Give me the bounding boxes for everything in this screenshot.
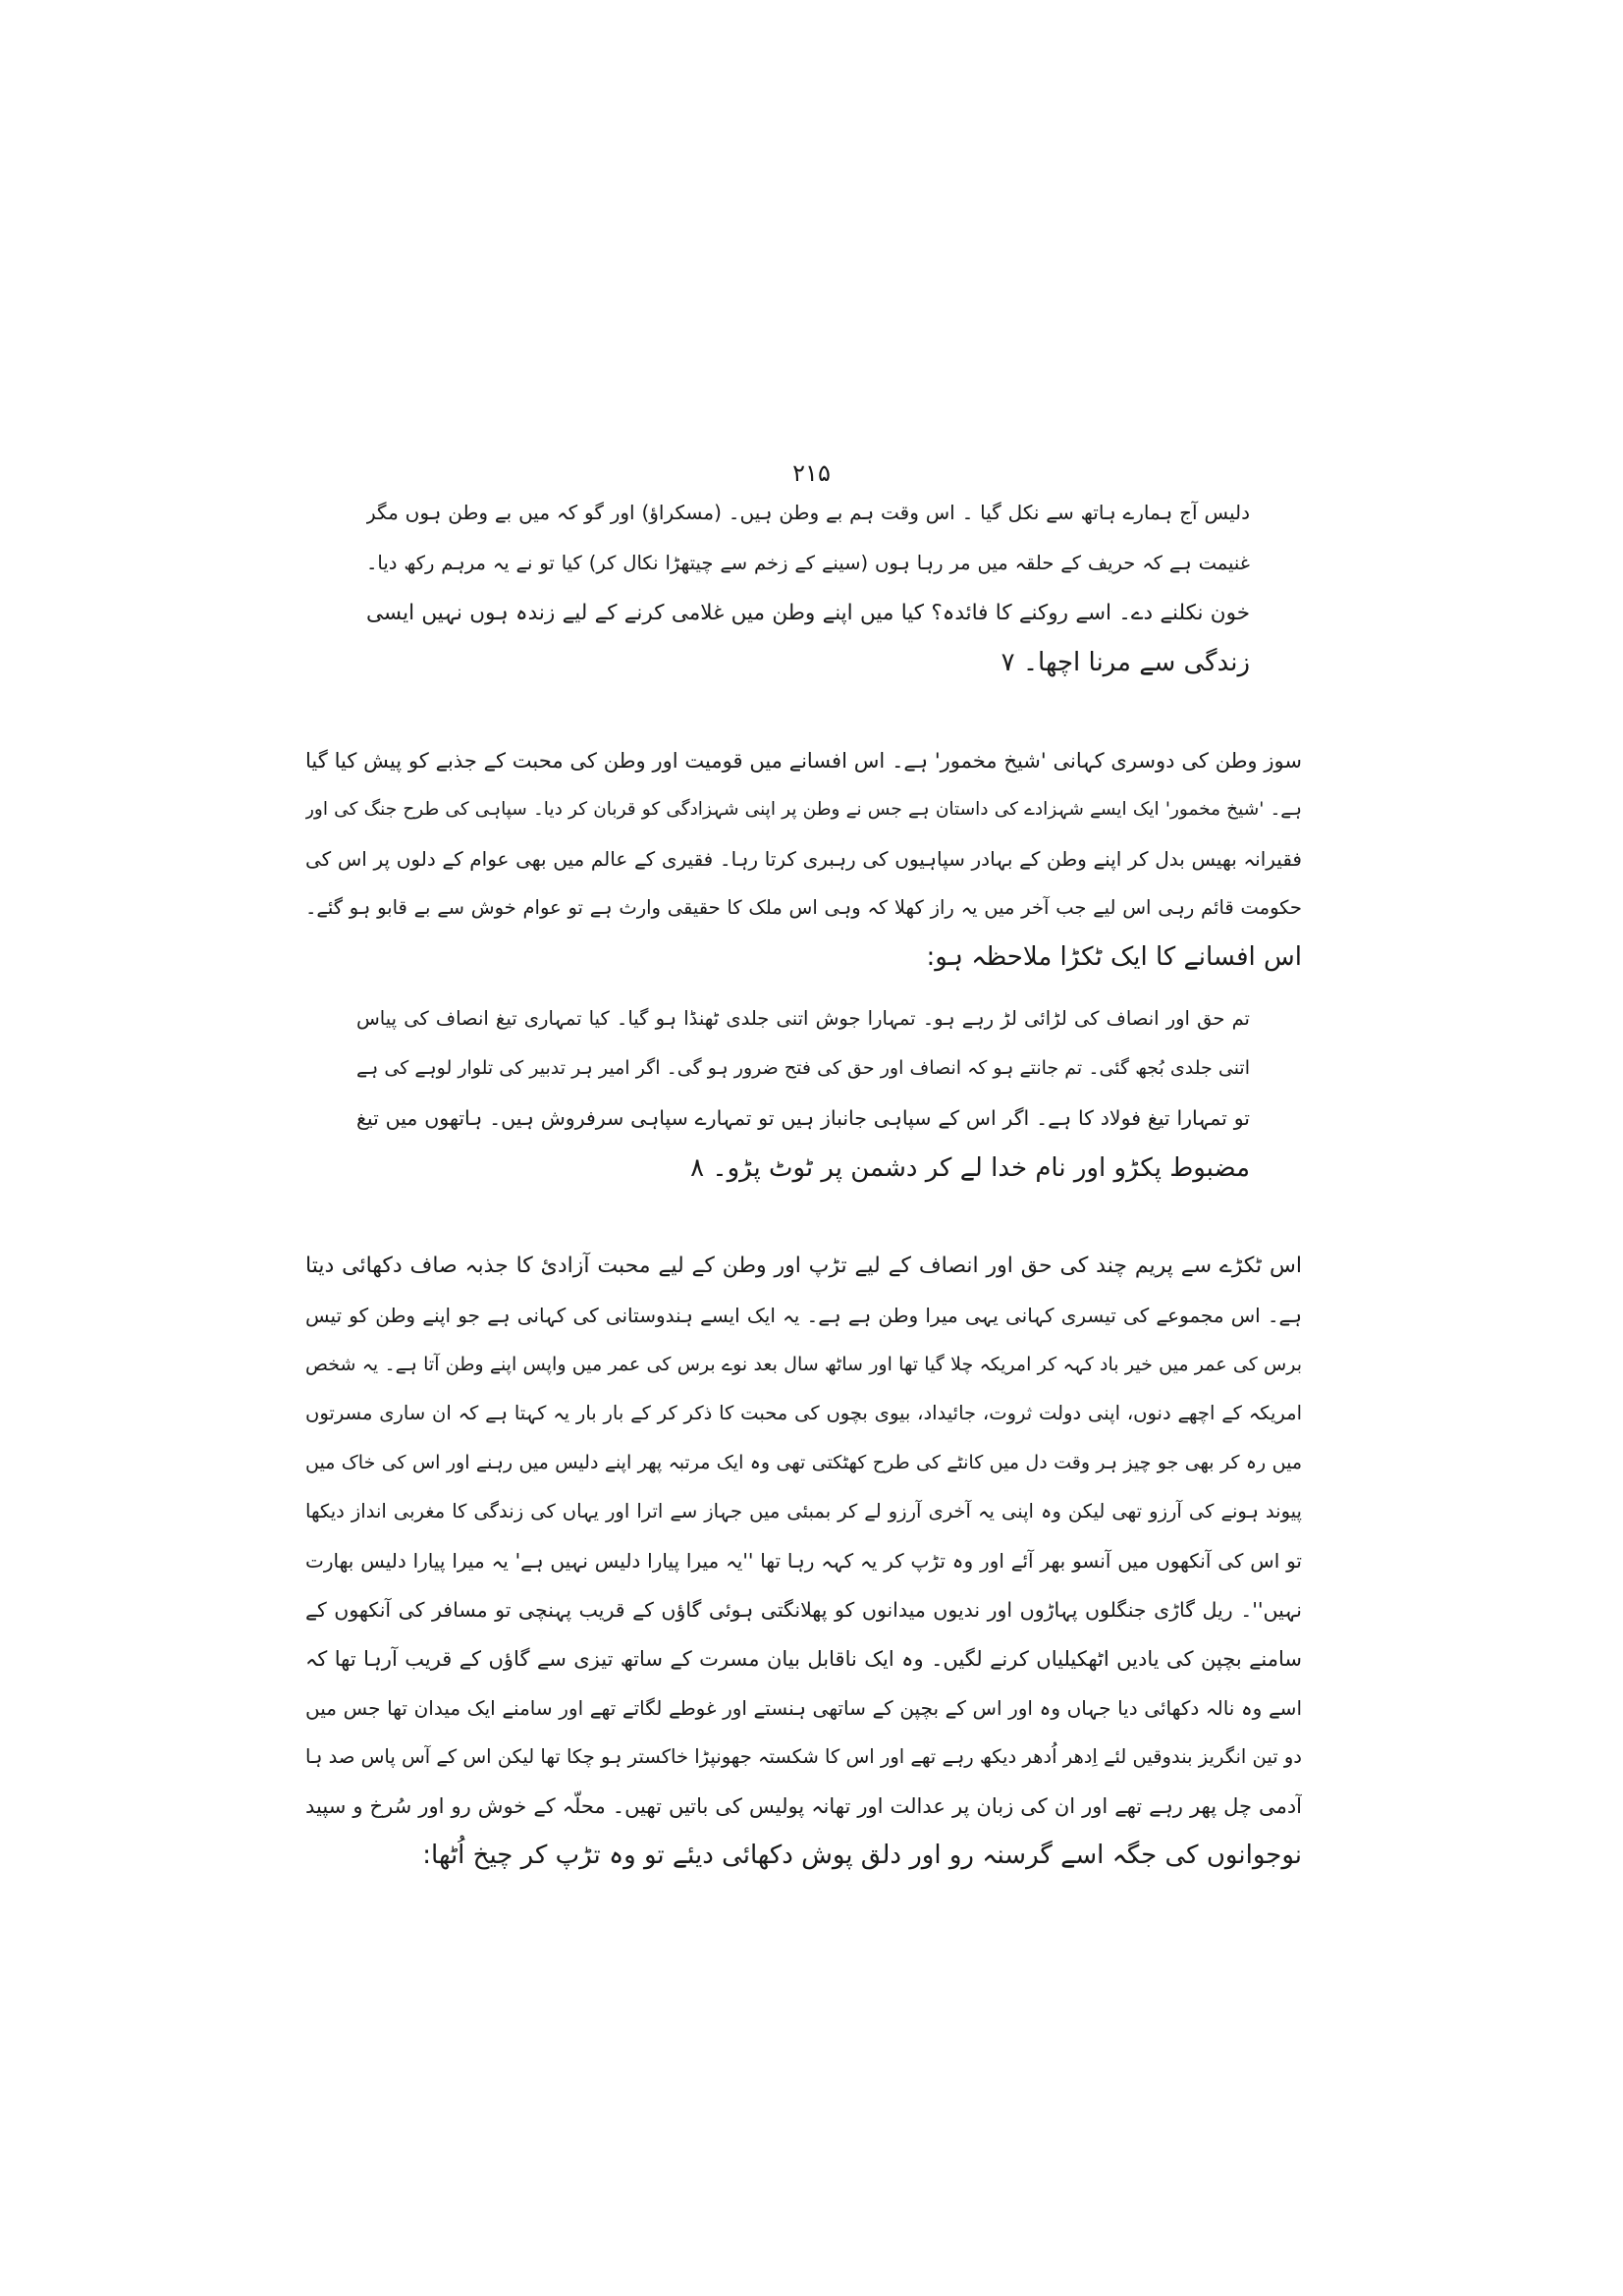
text-line: امریکہ کے اچھے دنوں، اپنی دولت ثروت، جائیداد، بیوی بچوں کی محبت کا ذکر کر کے بار بار یہ کہتا ہے کہ ان ساری مسرتوں <box>305 1402 1302 1424</box>
text-line: ہے۔ اس مجموعے کی تیسری کہانی یہی میرا وطن ہے ہے۔ یہ ایک ایسے ہندوستانی کی کہانی ہے جو اپنے وطن کو تیس <box>305 1304 1302 1327</box>
paragraph-1 <box>305 736 1302 982</box>
text-line: مضبوط پکڑو اور نام خدا لے کر دشمن پر ٹوٹ پڑو۔ ۸ <box>690 1153 1250 1183</box>
text-line: فقیرانہ بھیس بدل کر اپنے وطن کے بہادر سپاہیوں کی رہبری کرتا رہا۔ فقیری کے عالم میں بھی عوام کے دلوں پر اس کی <box>305 847 1302 871</box>
paragraph-2 <box>305 1242 1302 1880</box>
text-line: سامنے بچپن کی یادیں اٹھکیلیاں کرنے لگیں۔ وہ ایک ناقابل بیان مسرت کے ساتھ تیزی سے گاؤں کے قریب آرہا تھا کہ <box>305 1647 1302 1671</box>
text-line: اس ٹکڑے سے پریم چند کی حق اور انصاف کے لیے تڑپ اور وطن کے لیے محبت آزادیٔ کا جذبہ صاف دکھائی دیتا <box>305 1254 1302 1278</box>
text-line: اس افسانے کا ایک ٹکڑا ملاحظہ ہو: <box>926 942 1302 972</box>
text-line: میں رہ کر بھی جو چیز ہر وقت دل میں کانٹے کی طرح کھٹکتی تھی وہ ایک مرتبہ پھر اپنے دلیس میں رہنے اور اس کی خاک میں <box>305 1452 1302 1473</box>
text-line: تو تمہارا تیغ فولاد کا ہے۔ اگر اس کے سپاہی جانباز ہیں تو تمہارے سپاہی سرفروش ہیں۔ ہاتھوں میں تیغ <box>356 1106 1250 1130</box>
text-line: اتنی جلدی بُجھ گئی۔ تم جانتے ہو کہ انصاف اور حق کی فتح ضرور ہو گی۔ اگر امیر ہر تدبیر کی تلوار لوہے کی ہے <box>356 1057 1250 1079</box>
text-line: خون نکلنے دے۔ اسے روکنے کا فائدہ؟ کیا میں اپنے وطن میں غلامی کرنے کے لیے زندہ ہوں نہیں ایسی <box>366 601 1250 625</box>
text-line: پیوند ہونے کی آرزو تھی لیکن وہ اپنی یہ آخری آرزو لے کر بمبئی میں جہاز سے اترا اور یہاں کی زندگی کا مغربی انداز دیکھا <box>305 1500 1302 1522</box>
quote-block-2 <box>356 993 1250 1194</box>
text-line: اسے وہ نالہ دکھائی دیا جہاں وہ اور اس کے بچپن کے ساتھی ہنستے اور غوطے لگاتے تھے اور سامنے ایک میدان تھا جس میں <box>305 1696 1302 1720</box>
text-line: غنیمت ہے کہ حریف کے حلقہ میں مر رہا ہوں (سینے کے زخم سے چیتھڑا نکال کر) کیا تو نے یہ مرہم رکھ دیا۔ <box>366 552 1250 574</box>
text-line: آدمی چل پھر رہے تھے اور ان کی زبان پر عدالت اور تھانہ پولیس کی باتیں تھیں۔ محلّہ کے خوش رو اور سُرخ و سپید <box>305 1794 1302 1818</box>
text-line: تو اس کی آنکھوں میں آنسو بھر آئے اور وہ تڑپ کر یہ کہہ رہا تھا ''یہ میرا پیارا دلیس نہیں ہے' یہ میرا پیارا دلیس بھارت <box>305 1549 1302 1573</box>
text-line: ہے۔ 'شیخ مخمور' ایک ایسے شہزادے کی داستان ہے جس نے وطن پر اپنی شہزادگی کو قربان کر دیا۔ سپاہی کی طرح جنگ کی اور <box>305 799 1302 820</box>
text-line: دو تین انگریز بندوقیں لئے اِدھر اُدھر دیکھ رہے تھے اور اس کا شکستہ جھونپڑا خاکستر ہو چکا تھا لیکن اس کے آس پاس صد ہا <box>305 1745 1302 1768</box>
page-number: ۲۱۵ <box>792 459 831 487</box>
text-line: نوجوانوں کی جگہ اسے گرسنہ رو اور دلق پوش دکھائی دیئے تو وہ تڑپ کر چیخ اُٹھا: <box>422 1841 1302 1870</box>
text-line: برس کی عمر میں خیر باد کہہ کر امریکہ چلا گیا تھا اور ساٹھ سال بعد نوے برس کی عمر میں واپس اپنے وطن آتا ہے۔ یہ شخص <box>305 1354 1302 1375</box>
text-line: حکومت قائم رہی اس لیے جب آخر میں یہ راز کھلا کہ وہی اس ملک کا حقیقی وارث ہے تو عوام خوش سے بے قابو ہو گئے۔ <box>305 896 1302 919</box>
text-line: تم حق اور انصاف کی لڑائی لڑ رہے ہو۔ تمہارا جوش اتنی جلدی ٹھنڈا ہو گیا۔ کیا تمہاری تیغ انصاف کی پیاس <box>356 1007 1250 1030</box>
quote-block-1 <box>366 488 1250 688</box>
text-line: سوز وطن کی دوسری کہانی 'شیخ مخمور' ہے۔ اس افسانے میں قومیت اور وطن کی محبت کے جذبے کو پیش کیا گیا <box>305 749 1302 773</box>
text-line: دلیس آج ہمارے ہاتھ سے نکل گیا ۔ اس وقت ہم بے وطن ہیں۔ (مسکراؤ) اور گو کہ میں بے وطن ہوں مگر <box>366 501 1250 524</box>
text-line: نہیں''۔ ریل گاڑی جنگلوں پہاڑوں اور ندیوں میدانوں کو پھلانگتی ہوئی گاؤں کے قریب پہنچی تو مسافر کی آنکھوں کے <box>305 1598 1302 1622</box>
text-line: زندگی سے مرنا اچھا۔ ۷ <box>1001 648 1250 677</box>
